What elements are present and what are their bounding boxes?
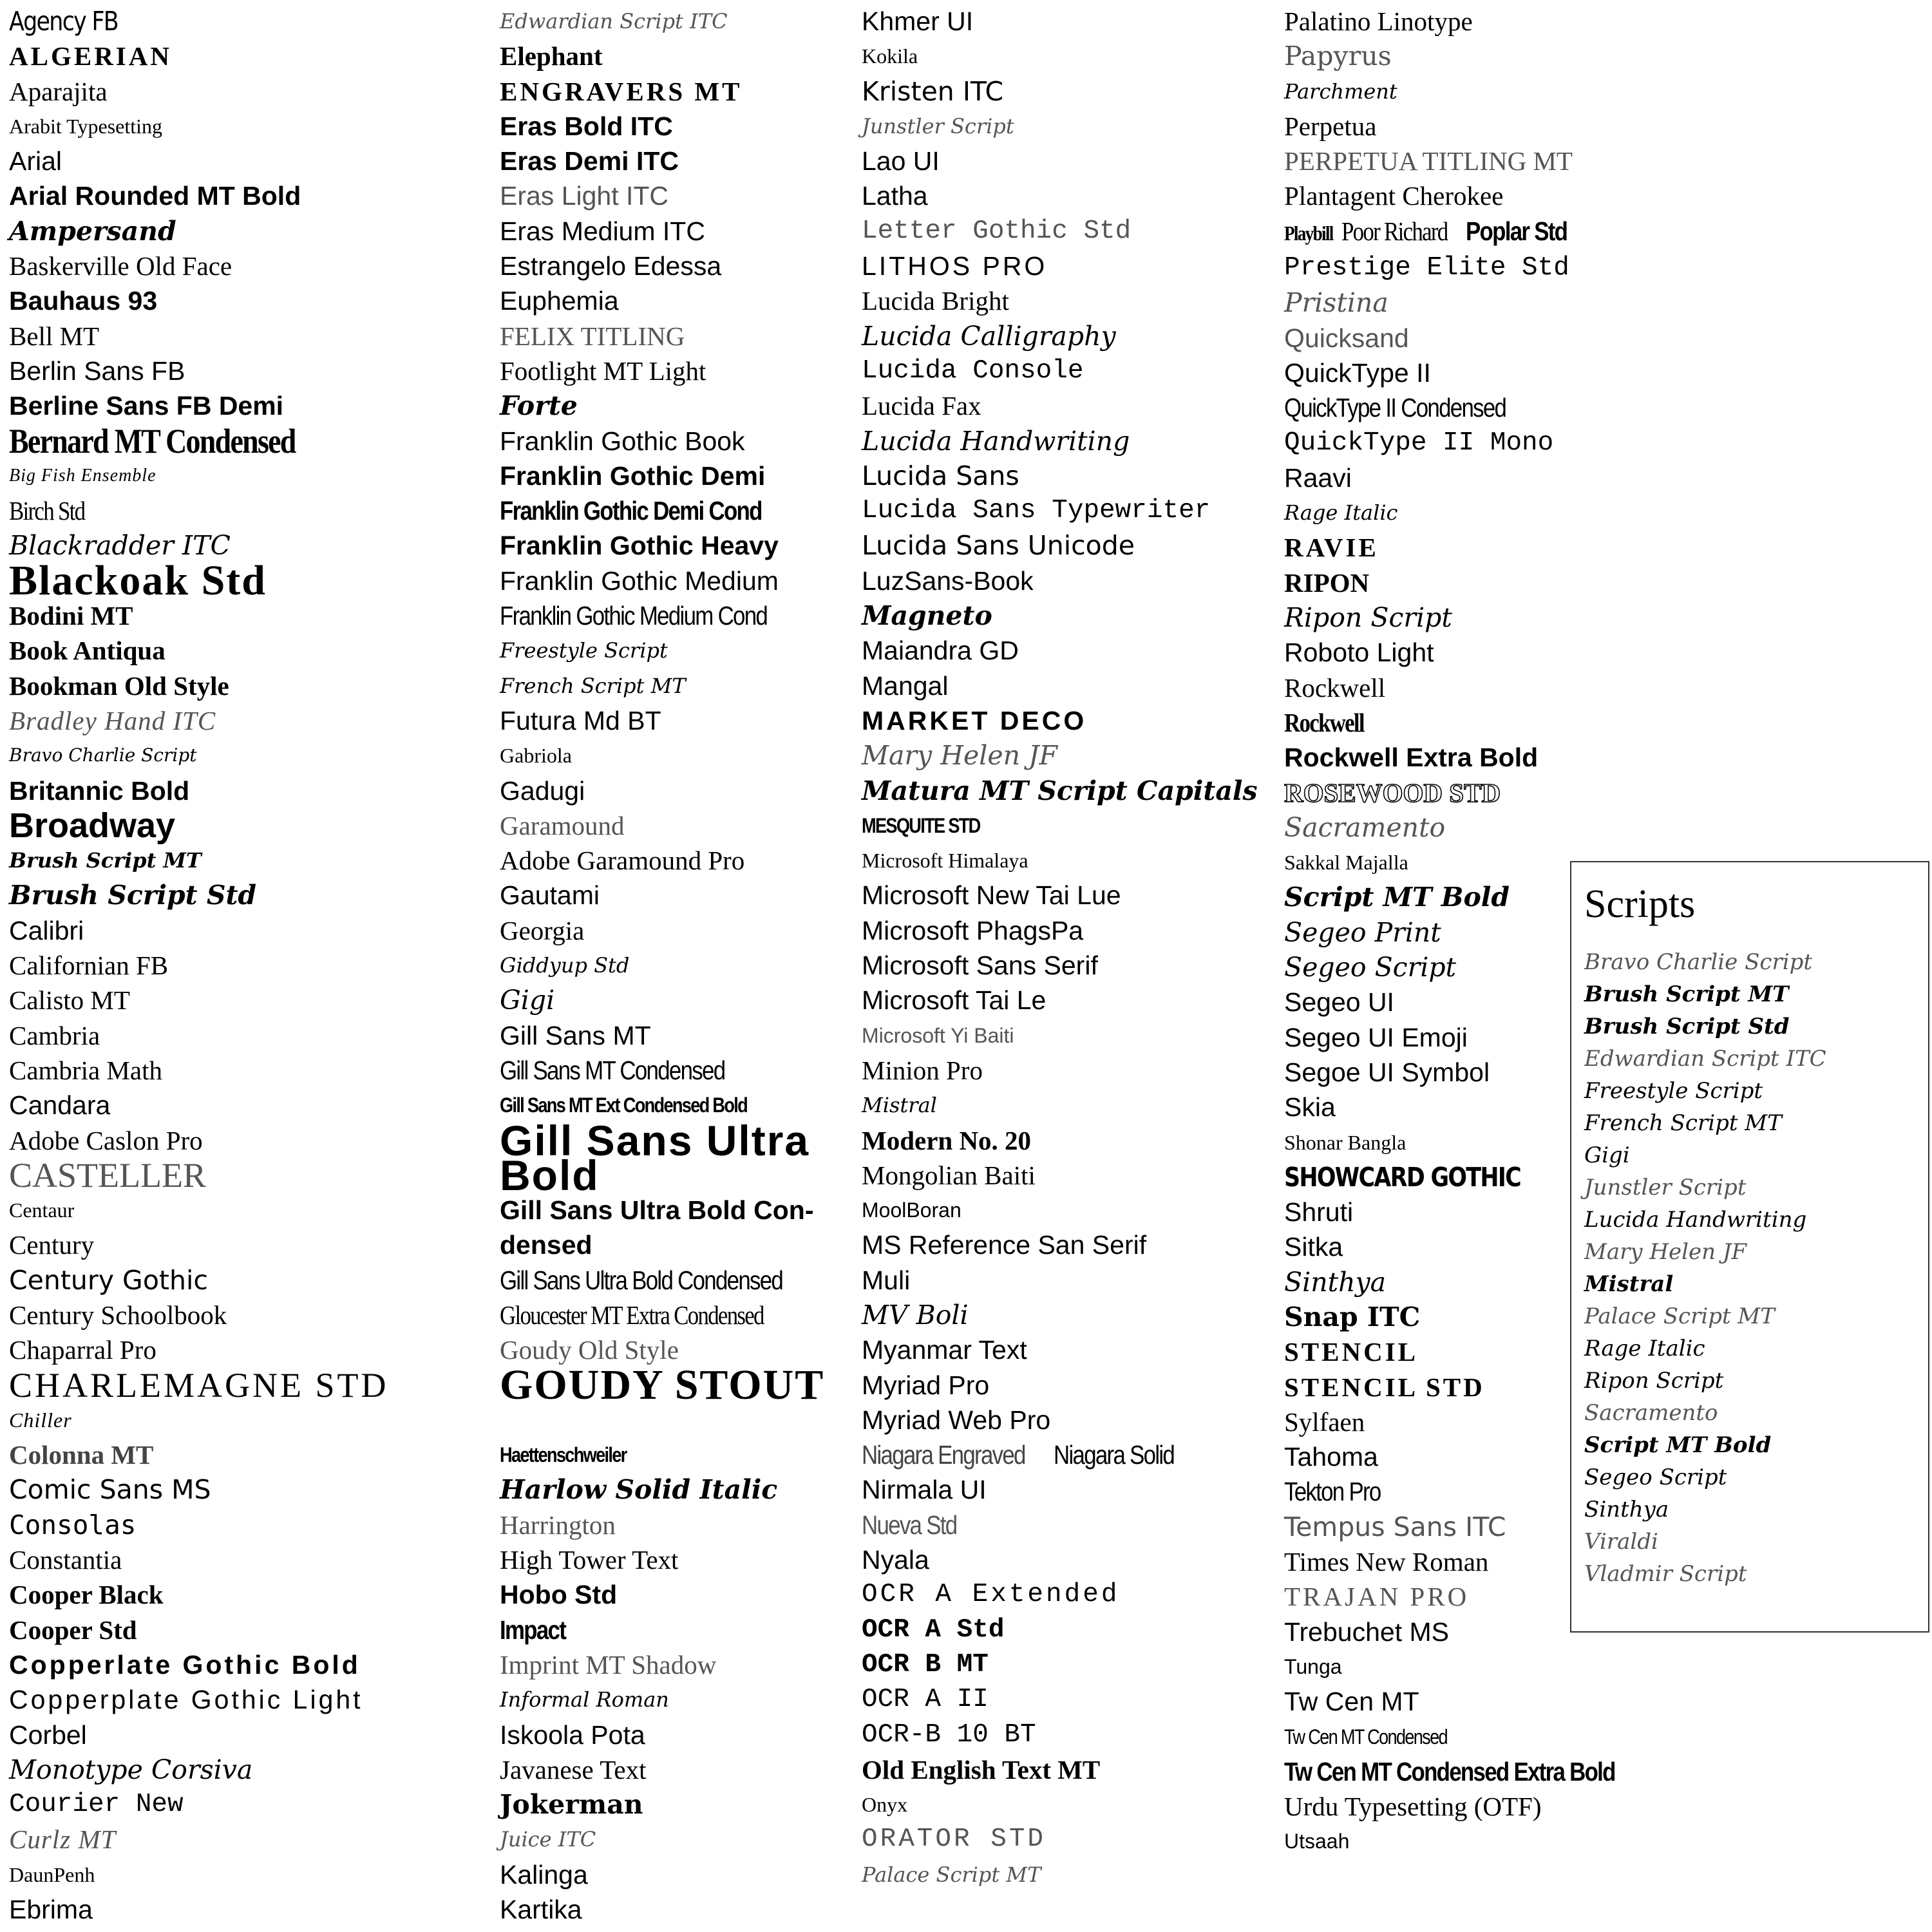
font-name-item: Lucida Sans Typewriter: [862, 496, 1211, 526]
font-name-item: Blackradder ITC: [9, 530, 231, 562]
font-name-item: Segeo UI: [1284, 987, 1394, 1018]
font-name-item: QuickType II Mono: [1284, 428, 1554, 458]
font-name-item: FELIX TITLING: [500, 321, 685, 351]
font-name-item: Tw Cen MT: [1284, 1687, 1419, 1717]
font-name-item: Rockwell: [1284, 707, 1364, 737]
font-name-item: Bravo Charlie Script: [9, 744, 197, 766]
font-name-item: Parchment: [1284, 79, 1397, 104]
font-name-item: Sacramento: [1284, 811, 1446, 843]
font-name-item: Gautami: [500, 880, 600, 911]
font-name-item: Adobe Garamound Pro: [500, 846, 745, 876]
font-name-item: Kristen ITC: [862, 75, 1004, 107]
scripts-title: Scripts: [1584, 882, 1696, 926]
font-name-item: Monotype Corsiva: [9, 1754, 253, 1785]
font-name-item: Raavi: [1284, 462, 1352, 493]
font-name-item: ENGRAVERS MT: [500, 76, 743, 106]
font-name-item: Juice ITC: [500, 1827, 596, 1852]
font-name-item: Niagara Solid: [1054, 1440, 1175, 1470]
font-name-item: Microsoft PhagsPa: [862, 915, 1084, 945]
font-name-item: Junstler Script: [862, 113, 1014, 138]
font-name-item: Jokerman: [500, 1789, 643, 1821]
font-name-item: Kalinga: [500, 1859, 588, 1889]
font-name-item: Tw Cen MT Condensed: [1284, 1725, 1447, 1748]
font-name-item: Nyala: [862, 1545, 929, 1575]
font-name-item: Sinthya: [1284, 1266, 1387, 1298]
font-name-item: Bradley Hand ITC: [9, 705, 216, 735]
font-name-item: Palace Script MT: [862, 1862, 1041, 1887]
font-name-item: Century: [9, 1230, 95, 1260]
font-column-1: [9, 4, 473, 1927]
font-name-item: Plantagent Cherokee: [1284, 181, 1504, 211]
font-name-item: ROSEWOOD STD: [1284, 777, 1501, 808]
font-name-item: Comic Sans MS: [9, 1474, 211, 1506]
font-name-item: Colonna MT: [9, 1440, 154, 1470]
font-name-item: Lucida Sans Unicode: [862, 530, 1135, 562]
font-name-item: RIPON: [1284, 567, 1370, 598]
font-name-item: Microsoft Himalaya: [862, 849, 1028, 873]
font-name-item: Gill Sans Ultra Bold: [500, 1116, 810, 1199]
font-name-item: Perpetua: [1284, 111, 1377, 141]
script-font-item: Vladmir Script: [1584, 1561, 1747, 1587]
font-name-item: Segeo Print: [1284, 916, 1441, 948]
font-name-item: QuickType II Condensed: [1284, 393, 1506, 423]
font-name-item: Futura Md BT: [500, 705, 661, 735]
font-name-item: Iskoola Pota: [500, 1719, 645, 1750]
font-name-item: Letter Gothic Std: [862, 216, 1132, 246]
font-name-item: Segoe UI Symbol: [1284, 1057, 1490, 1087]
font-name-item: Georgia: [500, 915, 585, 945]
font-name-item: Berlin Sans FB: [9, 355, 185, 386]
font-name-item: Goudy Old Style: [500, 1335, 679, 1365]
font-name-item: QuickType II: [1284, 357, 1431, 388]
font-name-item: Agency FB: [9, 6, 118, 37]
font-name-item: Imprint MT Shadow: [500, 1649, 717, 1680]
font-name-item: Courier New: [9, 1790, 184, 1820]
font-name-item: Myriad Web Pro: [862, 1405, 1051, 1435]
font-name-item: Urdu Typesetting (OTF): [1284, 1792, 1542, 1822]
script-font-item: Ripon Script: [1584, 1368, 1724, 1394]
scripts-list: [1584, 946, 1915, 1590]
font-name-item: Muli: [862, 1265, 911, 1295]
font-name-item: OCR-B 10 BT: [862, 1719, 1036, 1750]
font-name-item: RAVIE: [1284, 533, 1379, 563]
font-name-item: Franklin Gothic Heavy: [500, 531, 779, 561]
script-font-item: Junstler Script: [1584, 1175, 1747, 1200]
font-name-item: Utsaah: [1284, 1830, 1350, 1853]
script-font-item: Mary Helen JF: [1584, 1239, 1747, 1265]
font-name-item: TRAJAN PRO: [1284, 1582, 1470, 1612]
font-name-item: Chaparral Pro: [9, 1335, 156, 1365]
font-name-item: Footlight MT Light: [500, 355, 706, 386]
font-name-item: Franklin Gothic Book: [500, 426, 745, 456]
font-name-item: Mongolian Baiti: [862, 1160, 1036, 1190]
font-name-item: LuzSans-Book: [862, 565, 1034, 596]
font-name-item: Onyx: [862, 1793, 908, 1817]
font-name-item: Shruti: [1284, 1197, 1354, 1227]
font-name-item: Gill Sans MT: [500, 1020, 651, 1050]
script-font-item: Viraldi: [1584, 1529, 1658, 1555]
script-font-item: Brush Script Std: [1584, 1014, 1790, 1039]
font-name-item: Haettenschweiler: [500, 1443, 627, 1467]
font-name-item: Franklin Gothic Medium Cond: [500, 601, 768, 631]
font-name-item: Lucida Sans: [862, 460, 1019, 491]
font-name-item: Garamound: [500, 810, 625, 840]
font-name-item: Mangal: [862, 670, 949, 701]
font-name-item: Candara: [9, 1090, 111, 1121]
font-name-item: Lao UI: [862, 146, 940, 176]
font-name-item: OCR A Extended: [862, 1580, 1120, 1610]
font-name-item: MARKET DECO: [862, 705, 1087, 735]
script-font-item: French Script MT: [1584, 1110, 1782, 1136]
font-name-item: ORATOR STD: [862, 1824, 1046, 1855]
font-name-item: Hobo Std: [500, 1580, 618, 1610]
font-name-item: OCR A Std: [862, 1615, 1005, 1645]
font-name-item: Snap ITC: [1284, 1301, 1421, 1332]
font-name-item: Sitka: [1284, 1232, 1343, 1262]
font-name-item: Gloucester MT Extra Condensed: [500, 1300, 764, 1330]
font-name-item: Arial Rounded MT Bold: [9, 181, 301, 211]
script-font-item: Bravo Charlie Script: [1584, 949, 1812, 975]
font-name-item: Bookman Old Style: [9, 670, 229, 701]
font-name-item: STENCIL STD: [1284, 1372, 1485, 1402]
font-name-item: Palatino Linotype: [1284, 6, 1473, 36]
font-name-item: Chiller: [9, 1408, 72, 1432]
font-name-item: Playbill: [1284, 221, 1333, 245]
font-name-item: Copperlate Gothic Bold: [9, 1649, 361, 1680]
font-name-item: Tekton Pro: [1284, 1477, 1381, 1507]
script-font-item: Brush Script MT: [1584, 981, 1789, 1007]
font-name-item: Segeo UI Emoji: [1284, 1022, 1468, 1052]
font-name-item: Informal Roman: [500, 1687, 669, 1712]
font-name-item: Estrangelo Edessa: [500, 251, 722, 281]
font-name-item: MS Reference San Serif: [862, 1230, 1147, 1260]
font-name-item: Gill Sans Ultra Bold Con-densed: [500, 1195, 814, 1260]
font-name-item: MESQUITE STD: [862, 813, 980, 837]
font-name-item: Gabriola: [500, 744, 572, 768]
font-name-item: Ebrima: [9, 1895, 93, 1925]
font-name-item: Freestyle Script: [500, 638, 668, 663]
font-name-item: Mary Helen JF: [862, 740, 1057, 772]
font-name-item: Nirmala UI: [862, 1475, 987, 1505]
font-name-item: Birch Std: [9, 496, 85, 526]
font-name-item: Gill Sans MT Condensed: [500, 1055, 725, 1085]
font-name-item: Elephant: [500, 41, 603, 71]
font-name-item: Papyrus: [1284, 41, 1392, 72]
font-name-item: Tw Cen MT Condensed Extra Bold: [1284, 1756, 1615, 1786]
font-name-item: Bodini MT: [9, 601, 133, 631]
font-name-item: CHARLEMAGNE STD: [9, 1365, 389, 1405]
font-name-item: Century Schoolbook: [9, 1300, 227, 1330]
font-name-item: OCR A II: [862, 1685, 989, 1715]
font-name-item: Calibri: [9, 915, 84, 945]
font-name-item: Minion Pro: [862, 1055, 983, 1085]
font-name-item: Kartika: [500, 1895, 582, 1925]
font-name-item: Blackoak Std: [9, 556, 267, 604]
font-name-item: Pristina: [1284, 287, 1388, 319]
font-name-item: Edwardian Script ITC: [500, 9, 728, 33]
font-name-item: Modern No. 20: [862, 1125, 1032, 1155]
script-font-item: Rage Italic: [1584, 1336, 1705, 1361]
font-name-item: OCR B MT: [862, 1649, 989, 1680]
script-font-item: Mistral: [1584, 1271, 1674, 1297]
font-name-item: Trebuchet MS: [1284, 1616, 1449, 1647]
font-name-item: Ampersand: [9, 215, 176, 247]
font-name-item: Gigi: [500, 985, 555, 1016]
font-name-item: Tempus Sans ITC: [1284, 1511, 1506, 1542]
font-name-item: Book Antiqua: [9, 636, 166, 666]
font-name-item: High Tower Text: [500, 1545, 679, 1575]
font-name-item: French Script MT: [500, 673, 686, 698]
font-name-item: Britannic Bold: [9, 775, 190, 806]
font-name-item: Franklin Gothic Medium: [500, 565, 779, 596]
font-name-item: Eras Bold ITC: [500, 111, 673, 141]
font-name-item: Cambria: [9, 1020, 100, 1050]
font-name-item: Berline Sans FB Demi: [9, 391, 284, 421]
font-name-item: Quicksand: [1284, 323, 1409, 353]
font-name-item: Broadway: [9, 806, 176, 845]
font-name-item: Brush Script MT: [9, 848, 202, 873]
font-name-item: Old English Text MT: [862, 1754, 1101, 1785]
font-name-item: Adobe Caslon Pro: [9, 1125, 203, 1155]
font-name-item: Bauhaus 93: [9, 286, 158, 316]
script-font-item: Lucida Handwriting: [1584, 1207, 1807, 1233]
script-font-item: Sacramento: [1584, 1400, 1718, 1426]
script-font-item: Segeo Script: [1584, 1464, 1727, 1490]
script-font-item: Script MT Bold: [1584, 1432, 1772, 1458]
script-font-item: Freestyle Script: [1584, 1078, 1763, 1104]
font-name-item: LITHOS PRO: [862, 251, 1048, 281]
font-name-item: Microsoft Yi Baiti: [862, 1023, 1014, 1047]
font-name-item: Rockwell Extra Bold: [1284, 743, 1539, 773]
scripts-box: [1570, 861, 1929, 1633]
font-name-item: Bell MT: [9, 321, 100, 351]
font-name-item: Brush Script Std: [9, 880, 257, 911]
font-name-item: Maiandra GD: [862, 636, 1019, 666]
font-name-item: Calisto MT: [9, 985, 130, 1016]
font-name-item: Rockwell: [1284, 672, 1386, 703]
font-name-item: Cambria Math: [9, 1055, 162, 1085]
font-name-item: Eras Demi ITC: [500, 146, 679, 176]
font-name-item: Impact: [500, 1615, 566, 1645]
font-name-item: Rage Italic: [1284, 500, 1398, 526]
font-name-item: Bernard MT Condensed: [9, 421, 296, 460]
font-name-item: Copperplate Gothic Light: [9, 1685, 363, 1715]
font-name-item: Khmer UI: [862, 6, 974, 36]
font-name-item: Ripon Script: [1284, 602, 1452, 634]
font-name-item: Tunga: [1284, 1654, 1342, 1678]
font-name-item: Franklin Gothic Demi Cond: [500, 496, 762, 526]
font-name-item: Curlz MT: [9, 1824, 117, 1855]
script-font-item: Edwardian Script ITC: [1584, 1046, 1826, 1072]
font-name-item: Myanmar Text: [862, 1335, 1027, 1365]
font-name-item: Skia: [1284, 1092, 1336, 1122]
font-name-item: MV Boli: [862, 1299, 969, 1331]
font-name-item: Microsoft Tai Le: [862, 985, 1046, 1016]
font-name-item: Microsoft Sans Serif: [862, 951, 1098, 981]
font-name-item: STENCIL: [1284, 1337, 1419, 1367]
font-column-3: [862, 4, 1261, 1892]
font-name-item: Microsoft New Tai Lue: [862, 880, 1121, 911]
font-name-item: Eras Light ITC: [500, 181, 669, 211]
font-name-item: Niagara Engraved: [862, 1440, 1025, 1470]
font-name-item: Gadugi: [500, 775, 585, 806]
font-name-item: PERPETUA TITLING MT: [1284, 146, 1573, 176]
font-name-item: Harrington: [500, 1510, 616, 1540]
font-name-item: Arabit Typesetting: [9, 114, 163, 138]
font-name-item: Forte: [500, 390, 578, 422]
font-name-item: Eras Medium ITC: [500, 216, 705, 246]
font-name-item: Javanese Text: [500, 1754, 647, 1785]
font-name-item: MoolBoran: [862, 1198, 961, 1222]
font-name-item: Cooper Black: [9, 1580, 164, 1610]
font-column-2: [500, 4, 835, 1927]
font-name-item: Matura MT Script Capitals: [862, 775, 1258, 806]
font-name-item: Prestige Elite Std: [1284, 253, 1569, 283]
font-name-item: Harlow Solid Italic: [500, 1474, 778, 1506]
font-name-item: Mistral: [862, 1093, 937, 1118]
font-name-item: Sylfaen: [1284, 1406, 1365, 1437]
font-name-item: Lucida Handwriting: [862, 425, 1130, 457]
font-name-item: Constantia: [9, 1545, 122, 1575]
font-name-item: Script MT Bold: [1284, 882, 1510, 913]
script-font-item: Gigi: [1584, 1142, 1630, 1168]
font-name-item: Nueva Std: [862, 1510, 957, 1540]
font-name-item: Magneto: [862, 600, 992, 632]
font-name-item: Lucida Console: [862, 355, 1084, 386]
font-name-item: Franklin Gothic Demi: [500, 460, 766, 491]
font-name-item: Poor Richard: [1341, 216, 1448, 246]
font-name-item: Aparajita: [9, 76, 108, 106]
font-name-item: Times New Roman: [1284, 1547, 1489, 1577]
font-name-item: Arial: [9, 146, 62, 176]
font-name-item: Baskerville Old Face: [9, 251, 232, 281]
font-name-item: Kokila: [862, 44, 918, 68]
font-name-item: Corbel: [9, 1719, 87, 1750]
font-name-item: Californian FB: [9, 951, 169, 981]
font-name-item: Gill Sans MT Ext Condensed Bold: [500, 1094, 748, 1117]
font-name-item: Euphemia: [500, 286, 619, 316]
font-name-item: Poplar Std: [1466, 216, 1567, 246]
font-name-item: Lucida Calligraphy: [862, 320, 1116, 352]
font-name-item: Gill Sans Ultra Bold Condensed: [500, 1265, 783, 1295]
font-name-item: Century Gothic: [9, 1264, 208, 1296]
font-name-item: Cooper Std: [9, 1615, 137, 1645]
font-name-item: Sakkal Majalla: [1284, 851, 1408, 875]
font-name-item: Centaur: [9, 1198, 75, 1222]
font-name-item: Latha: [862, 181, 928, 211]
script-font-item: Sinthya: [1584, 1497, 1669, 1522]
font-name-item: CASTELLER: [9, 1155, 206, 1195]
font-name-item: Giddyup Std: [500, 953, 630, 978]
font-name-item: GOUDY STOUT: [500, 1361, 825, 1408]
font-name-item: Consolas: [9, 1509, 137, 1540]
font-name-item: Segeo Script: [1284, 952, 1457, 983]
font-name-item: SHOWCARD GOTHIC: [1284, 1161, 1521, 1193]
font-name-item: Lucida Bright: [862, 286, 1009, 316]
font-name-item: Big Fish Ensemble: [9, 465, 156, 486]
font-name-item: Tahoma: [1284, 1442, 1378, 1472]
script-font-item: Palace Script MT: [1584, 1303, 1775, 1329]
font-name-item: DaunPenh: [9, 1862, 95, 1886]
font-name-item: Lucida Fax: [862, 391, 981, 421]
font-name-item: Myriad Pro: [862, 1370, 990, 1400]
font-name-item: Shonar Bangla: [1284, 1130, 1406, 1154]
font-name-item: ALGERIAN: [9, 41, 172, 71]
font-name-item: Roboto Light: [1284, 638, 1434, 668]
